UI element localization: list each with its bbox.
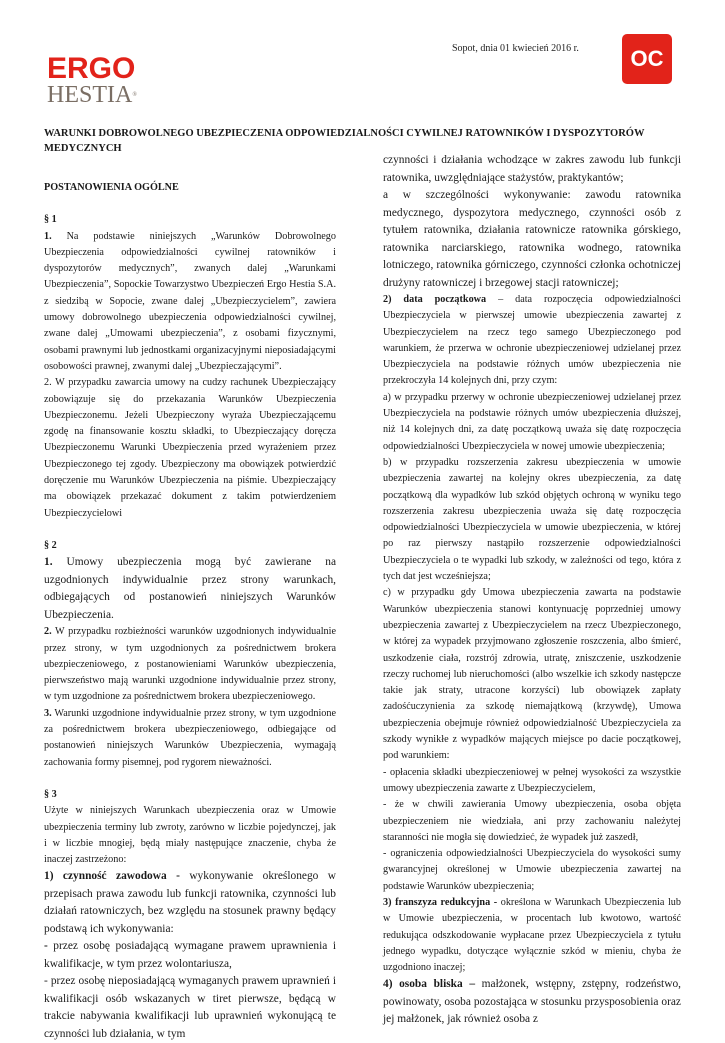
s3-intro: Użyte w niniejszych Warunkach ubezpieczenia oraz w Umowie ubezpieczenia terminy lub zwroty, zarówno w liczbie pojedynczej, jak i w liczbie mnogiej, będą miały następujące znaczenie, chyba że inaczej zastrzeżono: (44, 805, 336, 866)
definition-2-b: b) w przypadku rozszerzenia zakresu ubezpieczenia w umowie ubezpieczenia zawartej na kolejny okres ubezpieczenia, za datę początkową dla wypadków lub szkód objętych ochroną w wyniku tego rozszerzenia zakresu ubezpieczenia uważa się datę rozpoczęcia odpowiedzialności Ubezpieczyciela w umowie ubezpieczenia, w której po raz pierwszy nastąpiło rozszerzenie odpowiedzialności Ubezpieczyciela o te wypadki lub szkody, w zależności od tego, która z tych dat jest wcześniejsza; (383, 456, 681, 583)
s1-item-1-text: Na podstawie niniejszych „Warunków Dobrowolnego Ubezpieczenia odpowiedzialności cywilnej ratowników i dyspozytorów medycznych”, zwanych dalej „Warunkami Ubezpieczenia”, Sopockie Towarzystwo Ubezpieczeń Ergo Hestia S.A. z siedzibą w Sopocie, zwane dalej „Ubezpieczycielem”, zawiera umowy dobrowolnego ubezpieczenia odpowiedzialności cywilnej, zwane dalej „Umowami ubezpieczenia”, z osobami fizycznymi, osobami prawnymi lub jednostkami organizacyjnymi nieposiadającymi osobowości prawnej, zwanymi dalej „Ubezpieczającymi”. (44, 230, 336, 372)
definition-2-c-condition-2: - że w chwili zawierania Umowy ubezpieczenia, osoba objęta ubezpieczeniem nie wiedziała, ani przy zachowaniu należytej staranności nie mogła się dowiedzieć, że wypadek już zaszedł, (383, 799, 681, 843)
s2-item-1-number: 1. (44, 556, 53, 569)
s1-item-1-number: 1. (44, 230, 52, 242)
s2-item-2-text: W przypadku rozbieżności warunków uzgodnionych indywidualnie przez strony, w tym uzgodnionych za pośrednictwem brokera ubezpieczeniowego, z postanowieniami Warunków ubezpieczenia, pierwszeństwo mają warunki uzgodnione indywidualnie przez strony, w tym uzgodnione za pośrednictwem brokera ubezpieczeniowego. (44, 626, 336, 703)
definition-3 (383, 895, 681, 976)
definition-1-examples: a w szczególności wykonywanie: zawodu ratownika medycznego, dyspozytora medycznego, czynności osób z tytułem ratownika, działania ratownicze ratownika górskiego, ratownika narciarskiego, ratownika wodnego, ratownika lotniczego, ratownika górniczego, czynności członka ochotniczej drużyny ratowniczej i brzegowej stacji ratowniczej; (383, 189, 681, 289)
definition-1-b: - przez osobę nieposiadającą wymaganych prawem uprawnień i kwalifikacji osób wskazanych w tiret pierwsze, będącą w trakcie nabywania kwalifikacji lub uprawnień wykonującą te czynności lub działania, w tym (44, 975, 336, 1040)
s2-item-1 (44, 554, 336, 624)
definition-2-text: – data rozpoczęcia odpowiedzialności Ubezpieczyciela w pierwszej umowie ubezpieczenia zawartej z Ubezpieczycielem na rzecz tego samego Ubezpieczonego pod warunkiem, że przerwa w ochronie ubezpieczeniowej udzielanej przez Ubezpieczyciela na podstawie różnych umów ubezpieczenia nie przekroczyła 14 kolejnych dni, przy czym: (383, 294, 681, 387)
s2-item-2-number: 2. (44, 626, 52, 638)
definition-4 (383, 976, 681, 1029)
paragraph-2-heading: § 2 (44, 539, 57, 551)
definition-4-term: 4) osoba bliska – (383, 978, 476, 991)
oc-badge: OC (622, 34, 672, 84)
definition-2 (383, 292, 681, 390)
logo-hestia-word: HESTIA (47, 82, 133, 108)
definition-1-a (44, 938, 336, 973)
logo-trademark: ® (132, 92, 137, 98)
s2-item-3-number: 3. (44, 707, 52, 719)
s1-item-2: 2. W przypadku zawarcia umowy na cudzy rachunek Ubezpieczający zobowiązuje się do przekazania Warunków Ubezpieczenia Ubezpieczonemu. Jeżeli Ubezpieczony wyraża Ubezpieczającemu zgodę na finansowanie kosztu składki, to Ubezpieczający doręcza Ubezpieczonemu Warunki Ubezpieczenia przed wyrażeniem przez Ubezpieczonego tej zgody. Ubezpieczony ma obowiązek potwierdzić doręczenie mu Warunków Ubezpieczenia na piśmie. Ubezpieczający ma obowiązek przekazać dokument z takim potwierdzeniem Ubezpieczycielowi (44, 377, 336, 519)
s2-item-1-text: Umowy ubezpieczenia mogą być zawierane na uzgodnionych indywidualnie przez strony warunkach, odbiegających od postanowień niniejszych Warunków Ubezpieczenia. (44, 556, 336, 621)
document-date: Sopot, dnia 01 kwiecień 2016 r. (452, 43, 579, 54)
definition-4-text: małżonek, wstępny, zstępny, rodzeństwo, powinowaty, osoba pozostająca w stosunku przysposobienia oraz jej małżonek, jak również osoba z (383, 978, 681, 1026)
paragraph-1-heading: § 1 (44, 214, 57, 226)
logo-hestia-text (47, 84, 137, 106)
definition-2-c-condition-1: - opłacenia składki ubezpieczeniowej w pełnej wysokości za wszystkie umowy ubezpieczenia zawarte z Ubezpieczycielem, (383, 766, 681, 794)
definition-1-term: 1) czynność zawodowa - (44, 870, 180, 883)
document-title: WARUNKI DOBROWOLNEGO UBEZPIECZENIA ODPOWIEDZIALNOŚCI CYWILNEJ RATOWNIKÓW I DYSPOZYTORÓW MEDYCZNYCH (44, 128, 645, 154)
paragraph-3-heading: § 3 (44, 788, 57, 800)
definition-1-a-text: przez osobę posiadającą wymagane prawem uprawnienia i kwalifikacje, w tym przez wolontariusza, (44, 940, 336, 970)
definition-1 (44, 868, 336, 938)
s2-item-3-text: Warunki uzgodnione indywidualnie przez strony, w tym uzgodnione za pośrednictwem brokera ubezpieczeniowego, odbiegające od postanowień niniejszych Warunków Ubezpieczenia, wymagają zachowania formy pisemnej, pod rygorem nieważności. (44, 707, 336, 768)
definition-3-term: 3) franszyza redukcyjna - (383, 896, 498, 908)
definition-2-a: a) w przypadku przerwy w ochronie ubezpieczeniowej udzielanej przez Ubezpieczyciela na podstawie różnych umów ubezpieczenia dłuższej, niż 14 kolejnych dni, za datę początkową uważa się datę rozpoczęcia odpowiedzialności Ubezpieczyciela w nowej umowie ubezpieczenia; (383, 391, 681, 452)
s2-item-3 (44, 706, 336, 771)
ergo-hestia-logo (47, 54, 137, 106)
definition-2-c-condition-3: - ograniczenia odpowiedzialności Ubezpieczyciela do wysokości sumy gwarancyjnej określonej w Umowie ubezpieczenia zawartej na podstawie Warunków ubezpieczenia; (383, 848, 681, 892)
definition-1-a-dash: - (44, 940, 48, 953)
definition-3-text: określona w Warunkach Ubezpieczenia lub w Umowie ubezpieczenia, w procentach lub kwotowo, wartość redukująca odszkodowanie wypłacane przez Ubezpieczyciela z tytułu jednego wypadku, dotyczące wyłącznie szkód w mieniu, chyba że uzgodniono inaczej; (383, 896, 681, 974)
right-column (383, 152, 681, 1029)
definition-1-continued: czynności i działania wchodzące w zakres zawodu lub funkcji ratownika, uwzględniające stażystów, praktykantów; (383, 154, 681, 184)
s2-item-2 (44, 624, 336, 705)
definition-1-text: wykonywanie określonego w przepisach prawa zawodu lub funkcji ratownika, czynności lub działań ratowniczych, bez względu na stosunek prawny będący podstawą ich wykonywania: (44, 870, 337, 935)
logo-ergo-text: ERGO (47, 52, 136, 85)
s1-item-1 (44, 229, 336, 376)
section-heading: POSTANOWIENIA OGÓLNE (44, 182, 179, 193)
definition-2-c: c) w przypadku gdy Umowa ubezpieczenia zawarta na podstawie Warunków ubezpieczenia stanowi kontynuację poprzedniej umowy ubezpieczenia zawartej z Ubezpieczycielem na rzecz Ubezpieczonego, w której za wypadek przyjmowano zgłoszenie roszczenia, albo śmierć, uszkodzenie ciała, rozstrój zdrowia, utratę, zniszczenie, uszkodzenie rzeczy ruchomej lub nieruchomości (albo wszelkie ich szkody następcze takie jak straty, utracone korzyści) lub obowiązek zapłaty zadośćuczynienia za szkodę niemajątkową (krzywdę), Umowa ubezpieczenia obejmuje również odpowiedzialność Ubezpieczyciela za szkody wynikłe z wypadków mających miejsce po dacie początkowej, pod warunkiem: (383, 587, 681, 762)
left-column (44, 180, 336, 1043)
definition-2-term: 2) data początkowa (383, 294, 487, 305)
